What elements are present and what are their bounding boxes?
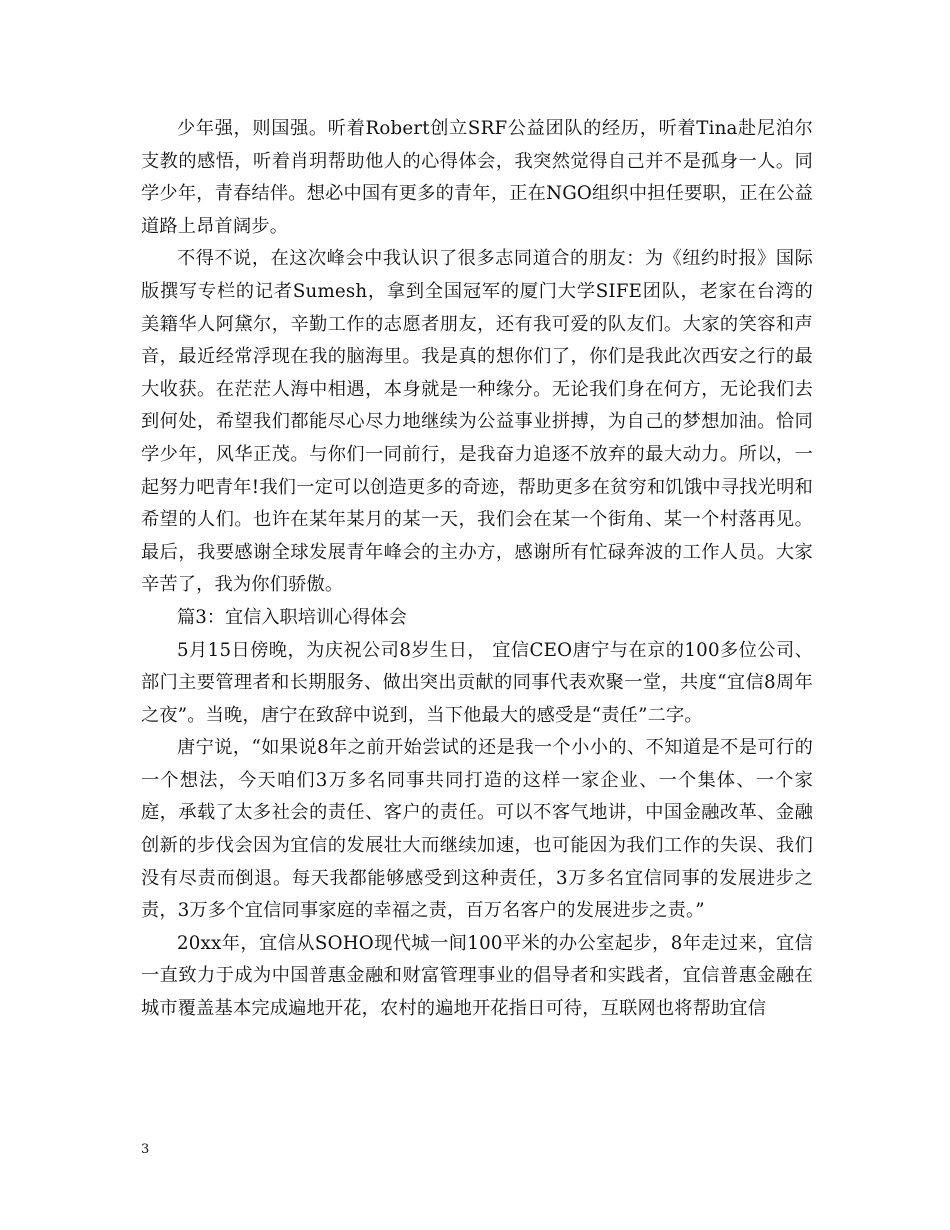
- paragraph-summit-friends: 不得不说，在这次峰会中我认识了很多志同道合的朋友：为《纽约时报》国际版撰写专栏的记者Sumesh，拿到全国冠军的厦门大学SIFE团队，老家在台湾的美籍华人阿黛尔，辛勤工作的志愿者朋友，还有我可爱的队友们。大家的笑容和声音，最近经常浮现在我的脑海里。我是真的想你们了，你们是我此次西安之行的最大收获。在茫茫人海中相遇，本身就是一种缘分。无论我们身在何方，无论我们去到何处，希望我们都能尽心尽力地继续为公益事业拼搏，为自己的梦想加油。恰同学少年，风华正茂。与你们一同前行，是我奋力追逐不放弃的最大动力。所以，一起努力吧青年!我们一定可以创造更多的奇迹，帮助更多在贫穷和饥饿中寻找光明和希望的人们。也许在某年某月的某一天，我们会在某一个街角、某一个村落再见。 最后，我要感谢全球发展青年峰会的主办方，感谢所有忙碌奔波的工作人员。大家辛苦了，我为你们骄傲。: [141, 248, 813, 596]
- section-heading: 篇3：宜信入职培训心得体会: [177, 606, 407, 628]
- paragraph-anniversary: 5月15日傍晚，为庆祝公司8岁生日， 宜信CEO唐宁与在京的100多位公司、部门主要管理者和长期服务、做出突出贡献的同事代表欢聚一堂，共度“宜信8周年之夜”。当晚，唐宁在致辞中说到，当下他最大的感受是“责任”二字。: [141, 639, 813, 726]
- paragraph-youth-strong: 少年强，则国强。听着Robert创立SRF公益团队的经历，听着Tina赴尼泊尔支教的感悟，听着肖玥帮助他人的心得体会，我突然觉得自己并不是孤身一人。同学少年，青春结伴。想必中国有更多的青年，正在NGO组织中担任要职，正在公益道路上昂首阔步。: [141, 118, 813, 237]
- page-number: 3: [141, 1142, 150, 1157]
- page-body: [141, 113, 813, 1026]
- paragraph-company-history: 20xx年，宜信从SOHO现代城一间100平米的办公室起步，8年走过来，宜信一直致力于成为中国普惠金融和财富管理事业的倡导者和实践者，宜信普惠金融在城市覆盖基本完成遍地开花，农村的遍地开花指日可待，互联网也将帮助宜信: [141, 932, 813, 1020]
- paragraph-tangning-quote: 唐宁说，“如果说8年之前开始尝试的还是我一个小小的、不知道是不是可行的一个想法，今天咱们3万多名同事共同打造的这样一家企业、一个集体、一个家庭，承载了太多社会的责任、客户的责任。可以不客气地讲，中国金融改革、金融创新的步伐会因为宜信的发展壮大而继续加速，也可能因为我们工作的失误、我们没有尽责而倒退。每天我都能够感受到这种责任，3万多名宜信同事的发展进步之责，3万多个宜信同事家庭的幸福之责，百万名客户的发展进步之责。”: [141, 737, 813, 922]
